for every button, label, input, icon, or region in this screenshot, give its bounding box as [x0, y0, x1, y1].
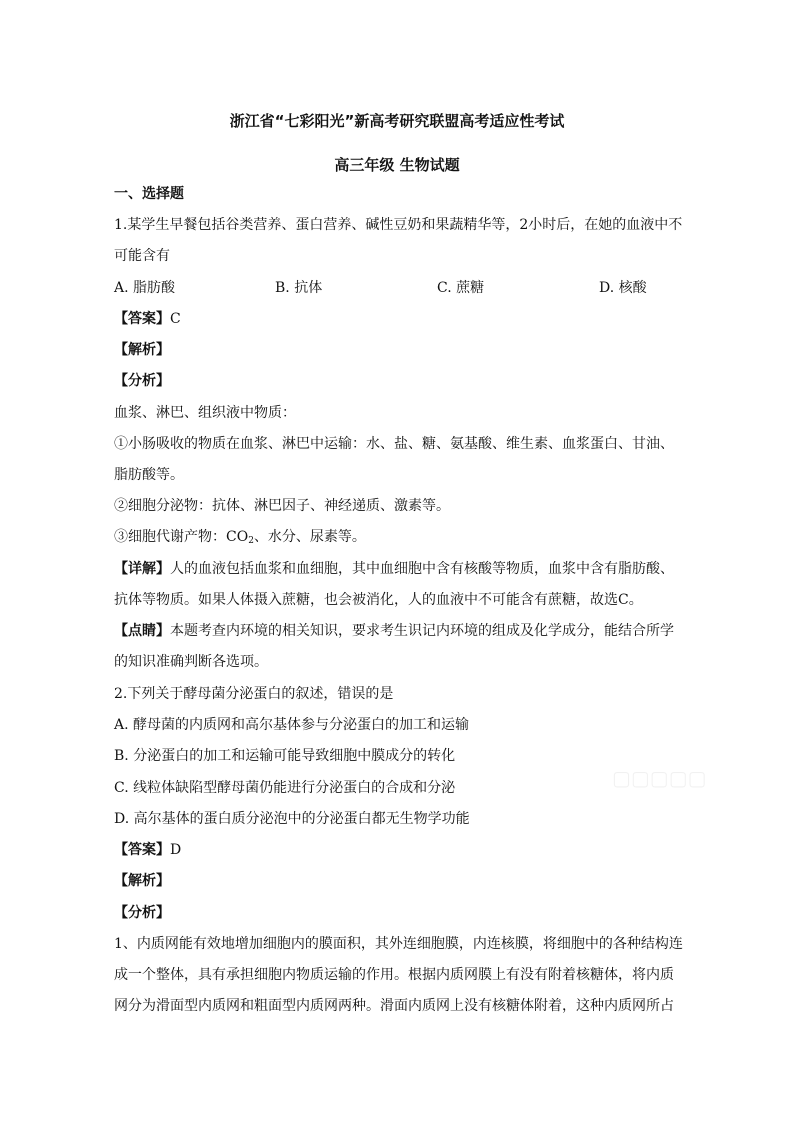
q1-detail-tag: 【详解】 [114, 561, 170, 577]
faint-watermark: ▢▢▢▢▢ [612, 766, 707, 790]
q1-point3-post: 、水分、尿素等。 [253, 529, 366, 545]
q2-analysis-tag: 【解析】 [114, 873, 170, 889]
q1-comment-line2: 的知识准确判断各选项。 [114, 654, 268, 670]
document-subtitle: 高三年级 生物试题 [334, 156, 460, 174]
q1-analysis-tag: 【解析】 [114, 342, 170, 358]
q2-option-c: C. 线粒体缺陷型酵母菌仍能进行分泌蛋白的合成和分泌 [114, 780, 456, 796]
q1-option-c: C. 蔗糖 [437, 280, 485, 296]
q2-fenxi-tag: 【分析】 [114, 905, 170, 921]
q1-comment-line1 [114, 622, 674, 640]
q1-detail-line2: 抗体等物质。如果人体摄入蔗糖，也会被消化，人的血液中不可能含有蔗糖，故选C。 [114, 592, 643, 608]
q1-point3 [114, 528, 366, 546]
q1-answer-tag: 【答案】 [114, 311, 170, 327]
q1-option-d: D. 核酸 [599, 280, 647, 296]
q2-answer [114, 841, 181, 859]
q2-option-b: B. 分泌蛋白的加工和运输可能导致细胞中膜成分的转化 [114, 748, 456, 764]
q1-point2: ②细胞分泌物：抗体、淋巴因子、神经递质、激素等。 [114, 498, 450, 514]
q2-para-line2: 成一个整体，具有承担细胞内物质运输的作用。根据内质网膜上有没有附着核糖体，将内质 [114, 967, 674, 983]
section-heading: 一、选择题 [114, 186, 184, 202]
document-title: 浙江省“七彩阳光”新高考研究联盟高考适应性考试 [229, 112, 565, 130]
q1-detail-text: 人的血液包括血浆和血细胞，其中血细胞中含有核酸等物质，血浆中含有脂肪酸、 [170, 561, 674, 577]
q1-answer [114, 310, 181, 328]
q2-stem: 2.下列关于酵母菌分泌蛋白的叙述，错误的是 [114, 686, 394, 702]
q2-option-d: D. 高尔基体的蛋白质分泌泡中的分泌蛋白都无生物学功能 [114, 811, 470, 827]
q1-stem-line1: 1.某学生早餐包括谷类营养、蛋白营养、碱性豆奶和果蔬精华等，2小时后，在她的血液中不 [114, 217, 683, 233]
q1-fenxi-tag: 【分析】 [114, 373, 170, 389]
q1-point1-line1: ①小肠吸收的物质在血浆、淋巴中运输：水、盐、糖、氨基酸、维生素、血浆蛋白、甘油、 [114, 436, 674, 452]
q1-detail-line1 [114, 560, 674, 578]
q1-comment-text: 本题考查内环境的相关知识，要求考生识记内环境的组成及化学成分，能结合所学 [170, 623, 674, 639]
q2-answer-tag: 【答案】 [114, 842, 170, 858]
q1-point3-pre: ③细胞代谢产物：CO [114, 529, 249, 545]
q1-option-a: A. 脂肪酸 [114, 280, 176, 296]
q1-comment-tag: 【点睛】 [114, 623, 170, 639]
q1-answer-value: C [170, 311, 181, 327]
q1-fenxi-intro: 血浆、淋巴、组织液中物质： [114, 405, 296, 421]
q2-answer-value: D [170, 842, 182, 858]
q1-stem-line2: 可能含有 [114, 248, 170, 264]
q1-point3-sub: 2 [248, 536, 254, 546]
q2-para-line1: 1、内质网能有效地增加细胞内的膜面积，其外连细胞膜，内连核膜，将细胞中的各种结构连 [114, 936, 683, 952]
q1-point1-line2: 脂肪酸等。 [114, 467, 184, 483]
q2-option-a: A. 酵母菌的内质网和高尔基体参与分泌蛋白的加工和运输 [114, 717, 470, 733]
q1-option-b: B. 抗体 [275, 280, 323, 296]
q2-para-line3: 网分为滑面型内质网和粗面型内质网两种。滑面内质网上没有核糖体附着，这种内质网所占 [114, 998, 674, 1014]
